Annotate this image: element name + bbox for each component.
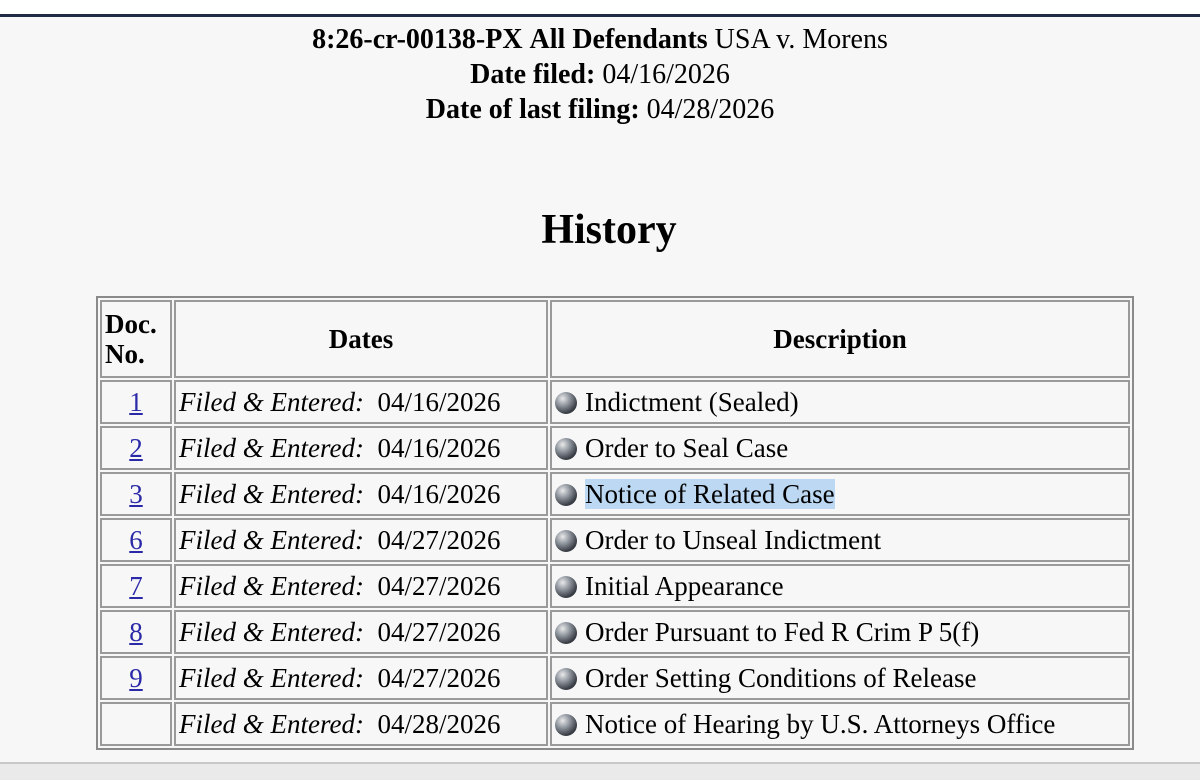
dates-cell xyxy=(174,472,548,516)
filed-entered-label: Filed & Entered: xyxy=(179,617,364,647)
description-text: Notice of Hearing by U.S. Attorneys Office xyxy=(585,709,1056,739)
table-row xyxy=(100,610,1130,654)
description-text: Order to Unseal Indictment xyxy=(585,525,882,555)
bottom-border xyxy=(0,762,1200,780)
dates-cell xyxy=(174,656,548,700)
last-filing-value: 04/28/2026 xyxy=(646,94,775,125)
description-text: Order Setting Conditions of Release xyxy=(585,663,977,693)
filed-date: 04/27/2026 xyxy=(377,663,501,693)
globe-icon[interactable] xyxy=(555,438,577,460)
defendants-label: All Defendants xyxy=(529,24,708,55)
table-row xyxy=(100,472,1130,516)
globe-icon[interactable] xyxy=(555,714,577,736)
date-filed-label: Date filed: xyxy=(470,59,596,90)
description-text: Notice of Related Case xyxy=(585,479,835,509)
doc-number-link[interactable]: 1 xyxy=(129,387,143,417)
case-header xyxy=(0,22,1200,127)
globe-icon[interactable] xyxy=(555,530,577,552)
filed-entered-label: Filed & Entered: xyxy=(179,663,364,693)
table-row xyxy=(100,518,1130,562)
doc-number-link[interactable]: 2 xyxy=(129,433,143,463)
doc-number-link[interactable]: 3 xyxy=(129,479,143,509)
case-title-line xyxy=(0,22,1200,57)
history-title: History xyxy=(541,207,677,253)
globe-icon[interactable] xyxy=(555,622,577,644)
last-filing-line xyxy=(0,92,1200,127)
description-cell xyxy=(550,702,1130,746)
description-cell xyxy=(550,472,1130,516)
dates-header: Dates xyxy=(174,300,548,378)
doc-number-cell xyxy=(100,472,172,516)
filed-entered-label: Filed & Entered: xyxy=(179,433,364,463)
doc-number-link[interactable]: 9 xyxy=(129,663,143,693)
table-row xyxy=(100,426,1130,470)
dates-cell xyxy=(174,702,548,746)
doc-number-link[interactable]: 8 xyxy=(129,617,143,647)
globe-icon[interactable] xyxy=(555,576,577,598)
doc-number-cell xyxy=(100,610,172,654)
description-header: Description xyxy=(550,300,1130,378)
date-filed-value: 04/16/2026 xyxy=(602,59,730,90)
filed-date: 04/16/2026 xyxy=(377,387,501,417)
filed-entered-label: Filed & Entered: xyxy=(179,571,364,601)
globe-icon[interactable] xyxy=(555,392,577,414)
globe-icon[interactable] xyxy=(555,668,577,690)
description-text: Order Pursuant to Fed R Crim P 5(f) xyxy=(585,617,980,647)
filed-date: 04/27/2026 xyxy=(377,525,501,555)
dates-cell xyxy=(174,426,548,470)
description-cell xyxy=(550,426,1130,470)
description-cell xyxy=(550,610,1130,654)
description-cell xyxy=(550,380,1130,424)
filed-entered-label: Filed & Entered: xyxy=(179,479,364,509)
doc-number-link[interactable]: 6 xyxy=(129,525,143,555)
doc-number-link[interactable]: 7 xyxy=(129,571,143,601)
table-row xyxy=(100,380,1130,424)
doc-number-cell xyxy=(100,702,172,746)
table-row xyxy=(100,656,1130,700)
doc-number-cell xyxy=(100,518,172,562)
filed-date: 04/27/2026 xyxy=(377,617,501,647)
doc-number-cell xyxy=(100,656,172,700)
filed-date: 04/16/2026 xyxy=(377,479,501,509)
description-cell xyxy=(550,564,1130,608)
doc-number-cell xyxy=(100,426,172,470)
top-border xyxy=(0,0,1200,17)
history-table-body xyxy=(100,380,1130,746)
description-text: Initial Appearance xyxy=(585,571,784,601)
description-text: Indictment (Sealed) xyxy=(585,387,799,417)
dates-cell xyxy=(174,380,548,424)
description-text: Order to Seal Case xyxy=(585,433,789,463)
case-number: 8:26-cr-00138-PX xyxy=(312,24,523,55)
filed-date: 04/28/2026 xyxy=(377,709,501,739)
date-filed-line xyxy=(0,57,1200,92)
doc-no-header: Doc. No. xyxy=(100,300,172,378)
doc-number-cell xyxy=(100,380,172,424)
table-row xyxy=(100,702,1130,746)
dates-cell xyxy=(174,610,548,654)
dates-cell xyxy=(174,518,548,562)
history-table xyxy=(96,296,1134,750)
filed-date: 04/27/2026 xyxy=(377,571,501,601)
filed-entered-label: Filed & Entered: xyxy=(179,709,364,739)
globe-icon[interactable] xyxy=(555,484,577,506)
description-cell xyxy=(550,656,1130,700)
dates-cell xyxy=(174,564,548,608)
filed-entered-label: Filed & Entered: xyxy=(179,525,364,555)
last-filing-label: Date of last filing: xyxy=(425,94,640,125)
description-cell xyxy=(550,518,1130,562)
table-row xyxy=(100,564,1130,608)
case-title: USA v. Morens xyxy=(714,24,888,55)
table-header-row xyxy=(100,300,1130,378)
filed-date: 04/16/2026 xyxy=(377,433,501,463)
filed-entered-label: Filed & Entered: xyxy=(179,387,364,417)
doc-number-cell xyxy=(100,564,172,608)
